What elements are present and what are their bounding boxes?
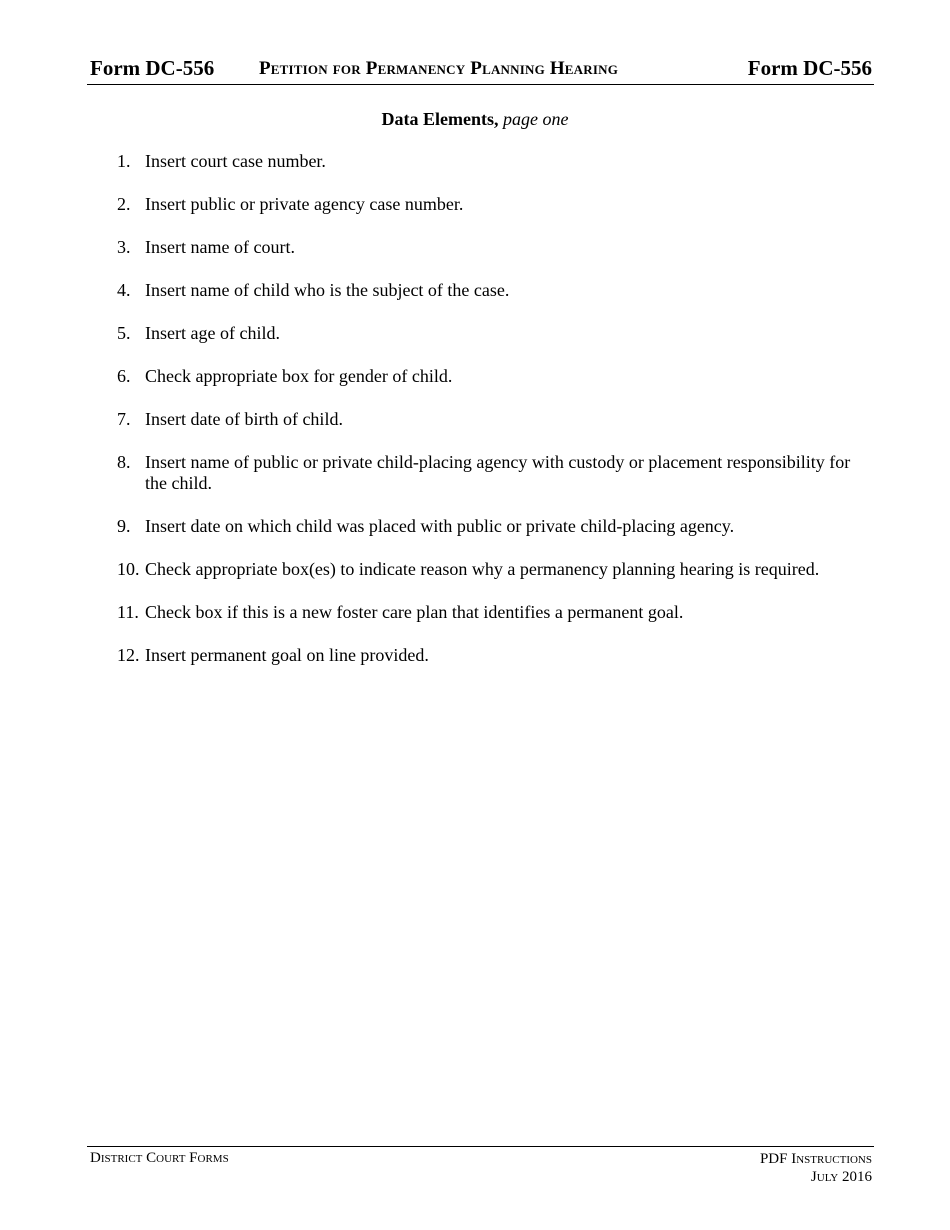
item-number: 1. [117, 151, 131, 171]
item-number: 4. [117, 280, 131, 300]
item-number: 3. [117, 237, 131, 257]
item-text: Check box if this is a new foster care plan that identifies a permanent goal. [145, 602, 684, 622]
item-text: Insert court case number. [145, 151, 326, 171]
list-item [117, 409, 857, 430]
item-number: 5. [117, 323, 131, 343]
item-number: 6. [117, 366, 131, 386]
item-text: Insert age of child. [145, 323, 280, 343]
item-number: 8. [117, 452, 131, 472]
document-title: Petition for Permanency Planning Hearing [259, 58, 619, 79]
item-text: Insert name of public or private child-placing agency with custody or placement responsibility for the child. [145, 452, 851, 493]
list-item [117, 645, 857, 666]
subtitle-italic: page one [503, 109, 569, 129]
form-number-left: Form DC-556 [90, 56, 215, 80]
subtitle-bold: Data Elements, [381, 109, 499, 129]
item-text: Insert public or private agency case number. [145, 194, 464, 214]
list-item [117, 559, 857, 580]
footer-left-label: District Court Forms [90, 1150, 229, 1166]
item-text: Check appropriate box for gender of child. [145, 366, 453, 386]
list-item [117, 323, 857, 344]
list-item [117, 237, 857, 258]
page-footer [87, 1146, 874, 1185]
item-text: Insert date on which child was placed with public or private child-placing agency. [145, 516, 735, 536]
list-item [117, 516, 857, 537]
list-item [117, 602, 857, 623]
list-item [117, 452, 857, 494]
item-text: Insert permanent goal on line provided. [145, 645, 429, 665]
item-number: 10. [117, 559, 140, 579]
item-text: Insert name of court. [145, 237, 295, 257]
item-number: 12. [117, 645, 140, 665]
list-item [117, 280, 857, 301]
item-text: Insert date of birth of child. [145, 409, 343, 429]
data-elements-list [117, 151, 857, 688]
footer-right-block [760, 1150, 872, 1186]
item-text: Check appropriate box(es) to indicate reason why a permanency planning hearing is required. [145, 559, 820, 579]
list-item [117, 151, 857, 172]
list-item [117, 194, 857, 215]
item-text: Insert name of child who is the subject of the case. [145, 280, 510, 300]
footer-instructions-label: PDF Instructions [759, 1151, 872, 1167]
list-item [117, 366, 857, 387]
item-number: 9. [117, 516, 131, 536]
section-subtitle [0, 109, 950, 130]
item-number: 2. [117, 194, 131, 214]
footer-date-label: July 2016 [810, 1169, 872, 1185]
form-number-right: Form DC-556 [747, 56, 872, 80]
page-header [87, 56, 874, 85]
item-number: 7. [117, 409, 131, 429]
item-number: 11. [117, 602, 139, 622]
